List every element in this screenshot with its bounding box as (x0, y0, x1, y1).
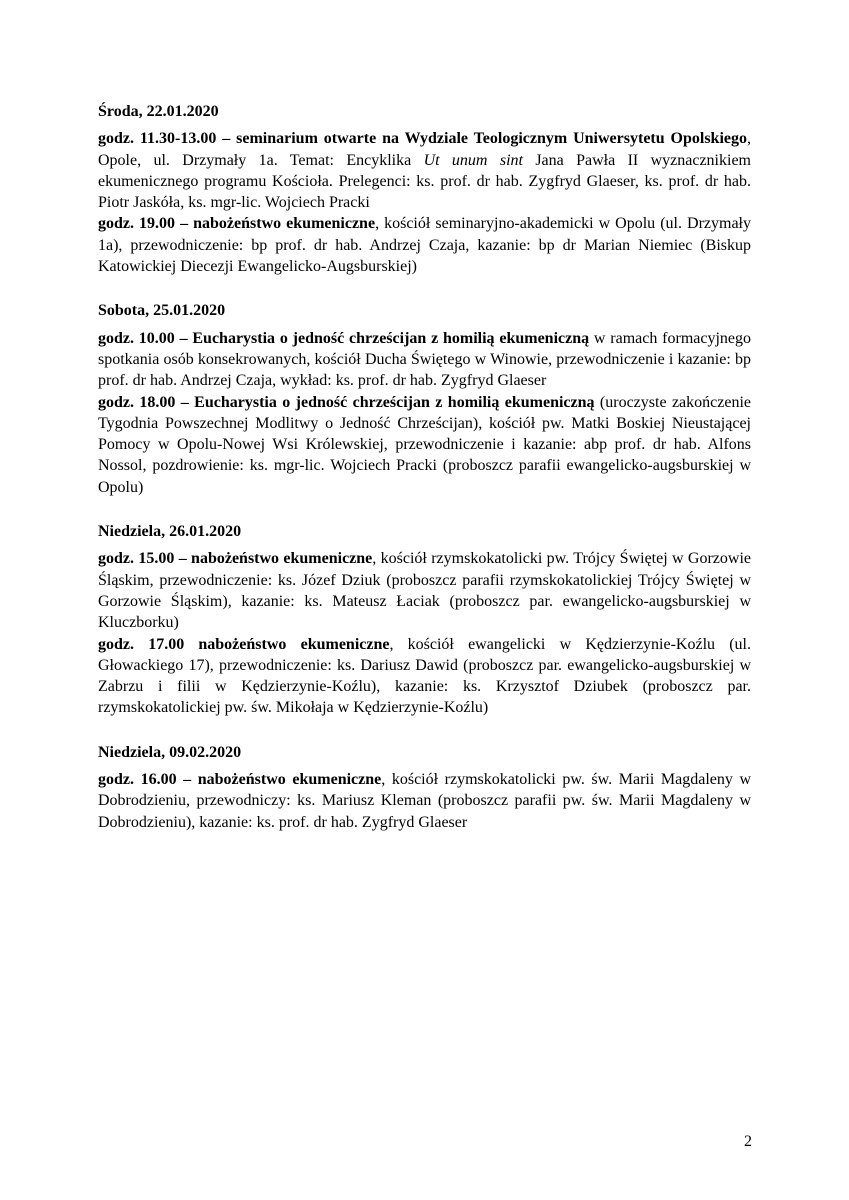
encyclical-title: Ut unum sint (423, 151, 523, 169)
document-body (98, 101, 751, 856)
section-heading: Sobota, 25.01.2020 (98, 302, 226, 320)
event-entry (98, 634, 751, 719)
event-time-and-title: godz. 18.00 – Eucharystia o jedność chrześcijan z homilią ekumeniczną (98, 393, 595, 411)
section-heading: Niedziela, 26.01.2020 (98, 523, 242, 541)
event-entry (98, 548, 751, 633)
day-section-2020-01-26 (98, 521, 751, 719)
event-entry (98, 328, 751, 392)
page-number: 2 (744, 1133, 752, 1150)
event-details-continued: Jana Pawła II wyznacznikiem ekumenicznego programu Kościoła. Prelegenci: ks. prof. dr hab. Zygfryd Glaeser, ks. prof. dr hab. Piotr Jaskóła, ks. mgr-lic. Wojciech Pracki (98, 151, 751, 212)
day-section-2020-02-09 (98, 742, 751, 833)
event-details: , kościół seminaryjno-akademicki w Opolu (ul. Drzymały 1a), przewodniczenie: bp prof. dr hab. Andrzej Czaja, kazanie: bp dr Marian Niemiec (Biskup Katowickiej Diecezji Ewangelicko-Augsburskiej) (98, 215, 752, 276)
event-details: w ramach formacyjnego spotkania osób konsekrowanych, kościół Ducha Świętego w Winowie, przewodniczenie i kazanie: bp prof. dr hab. Andrzej Czaja, wykład: ks. prof. dr hab. Zygfryd Glaeser (98, 329, 752, 390)
event-entry (98, 392, 751, 498)
event-details: , kościół rzymskokatolicki pw. Trójcy Świętej w Gorzowie Śląskim, przewodniczenie: ks. Józef Dziuk (proboszcz parafii rzymskokatolickiej Trójcy Świętej w Gorzowie Śląskim), kazanie: ks. Mateusz Łaciak (proboszcz par. ewangelicko-augsburskiej w Kluczborku) (98, 550, 752, 632)
event-entry (98, 128, 751, 213)
event-details: (uroczyste zakończenie Tygodnia Powszechnej Modlitwy o Jedność Chrześcijan), kościół pw. Matki Boskiej Nieustającej Pomocy w Opolu-Nowej Wsi Królewskiej, przewodniczenie i kazanie: abp prof. dr hab. Alfons Nossol, pozdrowienie: ks. mgr-lic. Wojciech Pracki (proboszcz parafii ewangelicko-augsburskiej w Opolu) (98, 393, 752, 496)
event-time-and-title: godz. 16.00 – nabożeństwo ekumeniczne (98, 771, 382, 789)
event-details: , kościół rzymskokatolicki pw. św. Marii Magdaleny w Dobrodzieniu, przewodniczy: ks. Mariusz Kleman (proboszcz parafii pw. św. Marii Magdaleny w Dobrodzieniu), kazanie: ks. prof. dr hab. Zygfryd Glaeser (98, 771, 752, 831)
event-entry (98, 769, 751, 833)
event-time-and-title: godz. 15.00 – nabożeństwo ekumeniczne (98, 550, 373, 568)
event-time-and-title: godz. 17.00 nabożeństwo ekumeniczne (98, 635, 390, 653)
event-time-and-title: godz. 11.30-13.00 – seminarium otwarte na Wydziale Teologicznym Uniwersytetu Opolskiego (98, 130, 747, 148)
day-section-2020-01-25 (98, 300, 751, 498)
event-entry (98, 213, 751, 277)
event-time-and-title: godz. 19.00 – nabożeństwo ekumeniczne (98, 215, 376, 233)
day-section-2020-01-22 (98, 101, 751, 277)
event-time-and-title: godz. 10.00 – Eucharystia o jedność chrześcijan z homilią ekumeniczną (98, 329, 590, 347)
section-heading: Niedziela, 09.02.2020 (98, 743, 242, 761)
section-heading: Środa, 22.01.2020 (98, 103, 219, 120)
event-details: , kościół ewangelicki w Kędzierzynie-Koźlu (ul. Głowackiego 17), przewodniczenie: ks. Dariusz Dawid (proboszcz par. ewangelicko-augsburskiej w Zabrzu i filii w Kędzierzynie-Koźlu), kazanie: ks. Krzysztof Dziubek (proboszcz par. rzymskokatolickiej pw. św. Mikołaja w Kędzierzynie-Koźlu) (98, 635, 751, 717)
event-details: , Opole, ul. Drzymały 1a. Temat: Encyklika (98, 130, 751, 169)
